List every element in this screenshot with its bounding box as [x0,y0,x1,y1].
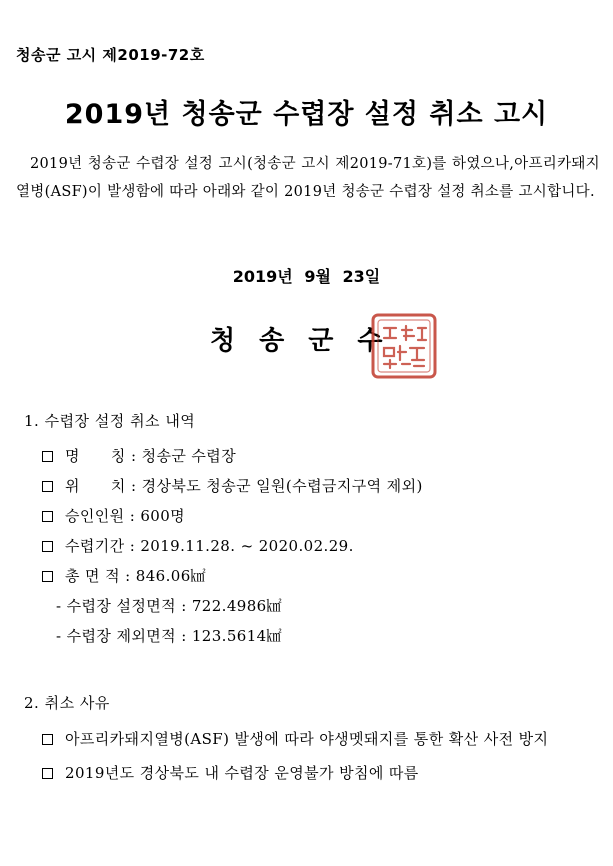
checkbox-square-icon [42,451,53,462]
list-item-text: 총 면 적 : 846.06㎢ [65,567,207,585]
list-item [42,724,602,754]
checkbox-square-icon [42,734,53,745]
list-item [42,501,602,531]
sub-list-item: - 수렵장 제외면적 : 123.5614㎢ [56,627,282,645]
checkbox-square-icon [42,571,53,582]
sub-list-item: - 수렵장 설정면적 : 722.4986㎢ [56,597,282,615]
intro-paragraph: 2019년 청송군 수렵장 설정 고시(청송군 고시 제2019-71호)를 하였으나,아프리카돼지열병(ASF)이 발생함에 따라 아래와 같이 2019년 청송군 수렵장 설정 취소를 고시합니다. [16,156,600,200]
list-item-text: 수렵기간 : 2019.11.28. ~ 2020.02.29. [65,537,354,555]
list-item [42,531,602,561]
list-item-text: 2019년도 경상북도 내 수렵장 운영불가 방침에 따름 [65,764,419,782]
list-item [42,561,602,591]
list-item-text: 위 치 : 경상북도 청송군 일원(수렵금지구역 제외) [65,477,423,495]
section-cancel-details-heading: 1. 수렵장 설정 취소 내역 [24,412,196,430]
checkbox-square-icon [42,511,53,522]
notice-number: 청송군 고시 제2019-72호 [16,46,205,64]
list-item-text: 명 칭 : 청송군 수렵장 [65,447,237,465]
checkbox-square-icon [42,481,53,492]
official-seal-icon [370,312,438,380]
list-item-text: 승인인원 : 600명 [65,507,186,525]
cancel-reason-list [42,724,602,788]
notice-date: 2019년 9월 23일 [232,267,381,286]
section-cancel-reason-heading: 2. 취소 사유 [24,694,110,712]
list-item [42,471,602,501]
list-item [42,758,602,788]
checkbox-square-icon [42,541,53,552]
document-title: 2019년 청송군 수렵장 설정 취소 고시 [64,99,549,130]
cancel-details-list [42,441,602,651]
checkbox-square-icon [42,768,53,779]
issuer-name: 청송군수 [210,326,407,356]
list-item [42,441,602,471]
list-item-text: 아프리카돼지열병(ASF) 발생에 따라 야생멧돼지를 통한 확산 사전 방지 [65,730,549,748]
